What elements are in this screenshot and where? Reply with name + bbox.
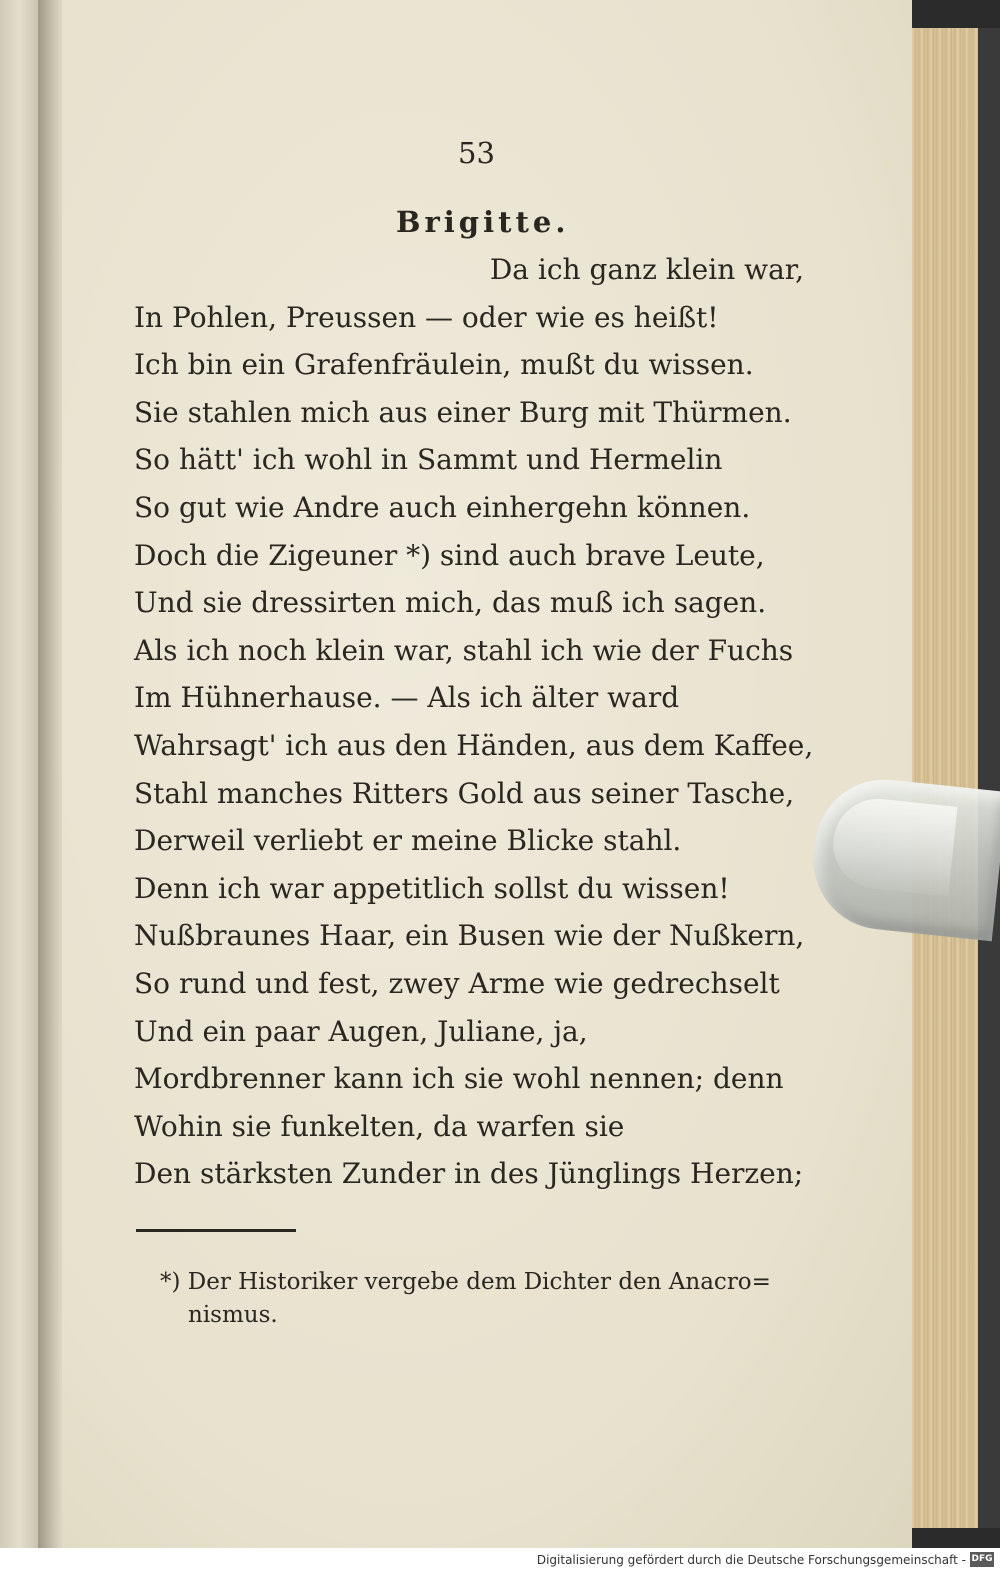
verse-block [134, 246, 814, 1198]
verse-line: So rund und fest, zwey Arme wie gedrechselt [134, 966, 780, 1000]
verse-line: Und ein paar Augen, Juliane, ja, [134, 1014, 588, 1048]
dfg-logo: DFG [970, 1552, 994, 1567]
verse-line: In Pohlen, Preussen — oder wie es heißt! [134, 300, 719, 334]
verse-line: Und sie dressirten mich, das muß ich sagen. [134, 586, 767, 620]
verse-line: Derweil verliebt er meine Blicke stahl. [134, 824, 682, 858]
verse-line: Als ich noch klein war, stahl ich wie der Fuchs [134, 633, 794, 667]
verse-line: Den stärksten Zunder in des Jünglings Herzen; [134, 1157, 804, 1191]
verse-line: Wohin sie funkelten, da warfen sie [134, 1109, 625, 1143]
verse-line: So gut wie Andre auch einhergehn können. [134, 490, 751, 524]
verse-line: Mordbrenner kann ich sie wohl nennen; denn [134, 1062, 784, 1096]
verse-line: Sie stahlen mich aus einer Burg mit Thürmen. [134, 395, 792, 429]
footnote-divider [136, 1229, 296, 1232]
footnote-line: *) Der Historiker vergebe dem Dichter den Anacro= [160, 1269, 771, 1295]
verse-line: Doch die Zigeuner *) sind auch brave Leute, [134, 538, 765, 572]
verse-line: Da ich ganz klein war, [489, 253, 804, 286]
verse-line: Stahl manches Ritters Gold aus seiner Tasche, [134, 776, 795, 810]
footnote [160, 1266, 800, 1332]
speaker-heading: Brigitte. [396, 205, 570, 239]
digitization-credit: Digitalisierung gefördert durch die Deutsche Forschungsgemeinschaft - [536, 1553, 966, 1567]
background-shadow [978, 28, 1000, 1528]
verse-line: Nußbraunes Haar, ein Busen wie der Nußkern, [134, 919, 805, 953]
verse-line: Ich bin ein Grafenfräulein, mußt du wissen. [134, 348, 754, 382]
verse-line: Denn ich war appetitlich sollst du wissen! [134, 871, 730, 905]
footnote-line: nismus. [188, 1302, 278, 1328]
page-number: 53 [458, 136, 495, 170]
verse-line: Wahrsagt' ich aus den Händen, aus dem Kaffee, [134, 728, 814, 762]
verse-line: Im Hühnerhause. — Als ich älter ward [134, 681, 680, 715]
verse-line: So hätt' ich wohl in Sammt und Hermelin [134, 443, 723, 477]
glass-highlight [829, 794, 958, 896]
